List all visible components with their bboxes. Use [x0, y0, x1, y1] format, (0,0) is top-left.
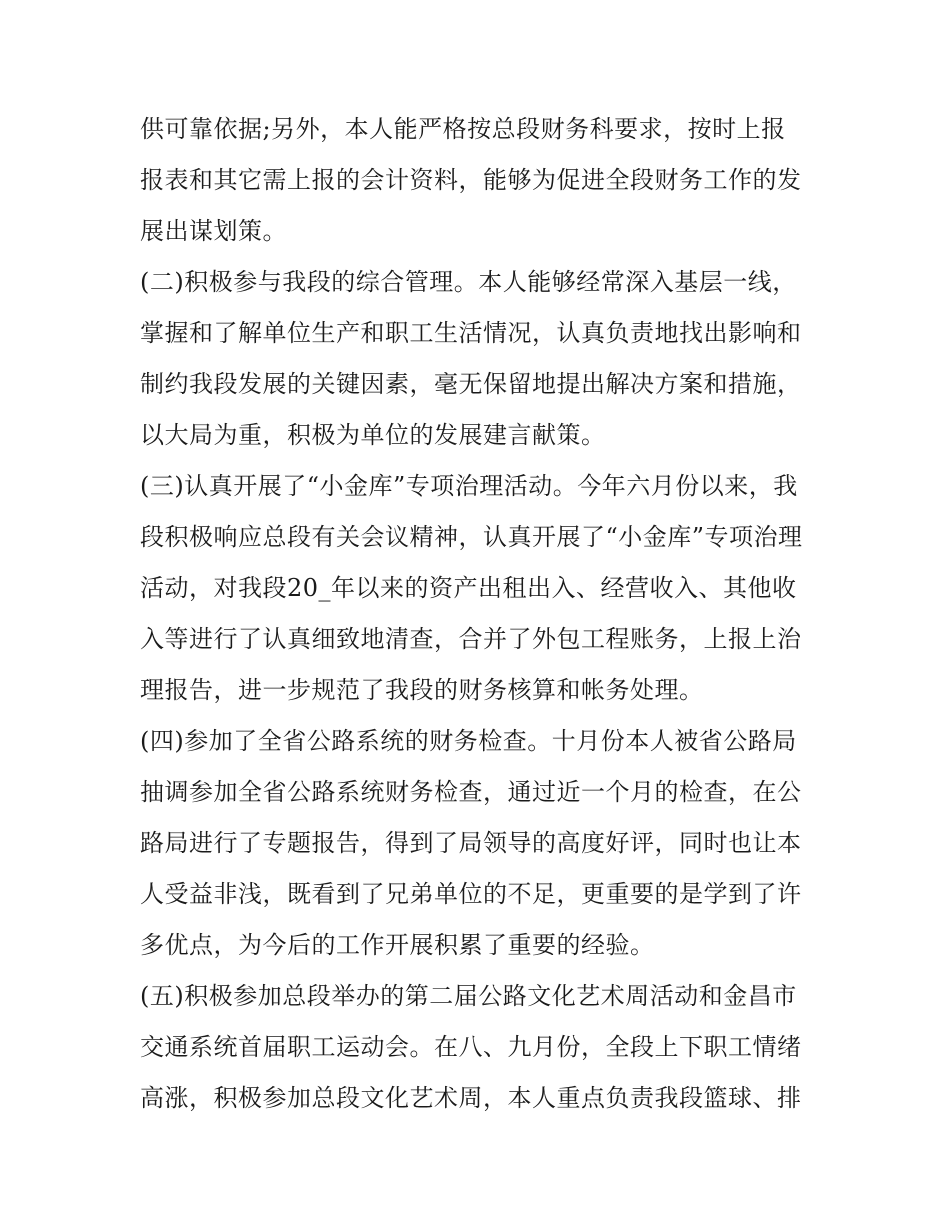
- text-line: 掌握和了解单位生产和职工生活情况，认真负责地找出影响和: [140, 319, 802, 347]
- text-line: 高涨，积极参加总段文化艺术周，本人重点负责我段篮球、排: [140, 1084, 802, 1112]
- text-line: 展出谋划策。: [140, 217, 287, 245]
- text-line: 交通系统首届职工运动会。在八、九月份，全段上下职工情绪: [140, 1033, 802, 1061]
- text-line: 多优点，为今后的工作开展积累了重要的经验。: [140, 931, 655, 959]
- text-line: 以大局为重，积极为单位的发展建言献策。: [140, 421, 606, 449]
- text-line: 段积极响应总段有关会议精神，认真开展了“小金库”专项治理: [140, 523, 803, 551]
- text-line: 理报告，进一步规范了我段的财务核算和帐务处理。: [140, 676, 704, 704]
- text-line: (四)参加了全省公路系统的财务检查。十月份本人被省公路局: [140, 727, 797, 755]
- text-line: (五)积极参加总段举办的第二届公路文化艺术周活动和金昌市: [140, 982, 797, 1010]
- text-line: (三)认真开展了“小金库”专项治理活动。今年六月份以来，我: [140, 472, 798, 500]
- text-line: 抽调参加全省公路系统财务检查，通过近一个月的检查，在公: [140, 778, 802, 806]
- text-line: 制约我段发展的关键因素，毫无保留地提出解决方案和措施，: [140, 370, 802, 398]
- text-line: 供可靠依据;另外，本人能严格按总段财务科要求，按时上报: [140, 115, 786, 143]
- text-line: 报表和其它需上报的会计资料，能够为促进全段财务工作的发: [140, 166, 802, 194]
- document-body: [140, 104, 830, 1124]
- text-line: 路局进行了专题报告，得到了局领导的高度好评，同时也让本: [140, 829, 802, 857]
- text-line: 入等进行了认真细致地清查，合并了外包工程账务，上报上治: [140, 625, 802, 653]
- text-line: 人受益非浅，既看到了兄弟单位的不足，更重要的是学到了许: [140, 880, 802, 908]
- text-line: (二)积极参与我段的综合管理。本人能够经常深入基层一线，: [140, 268, 797, 296]
- text-line: 活动，对我段20_年以来的资产出租出入、经营收入、其他收: [140, 574, 797, 602]
